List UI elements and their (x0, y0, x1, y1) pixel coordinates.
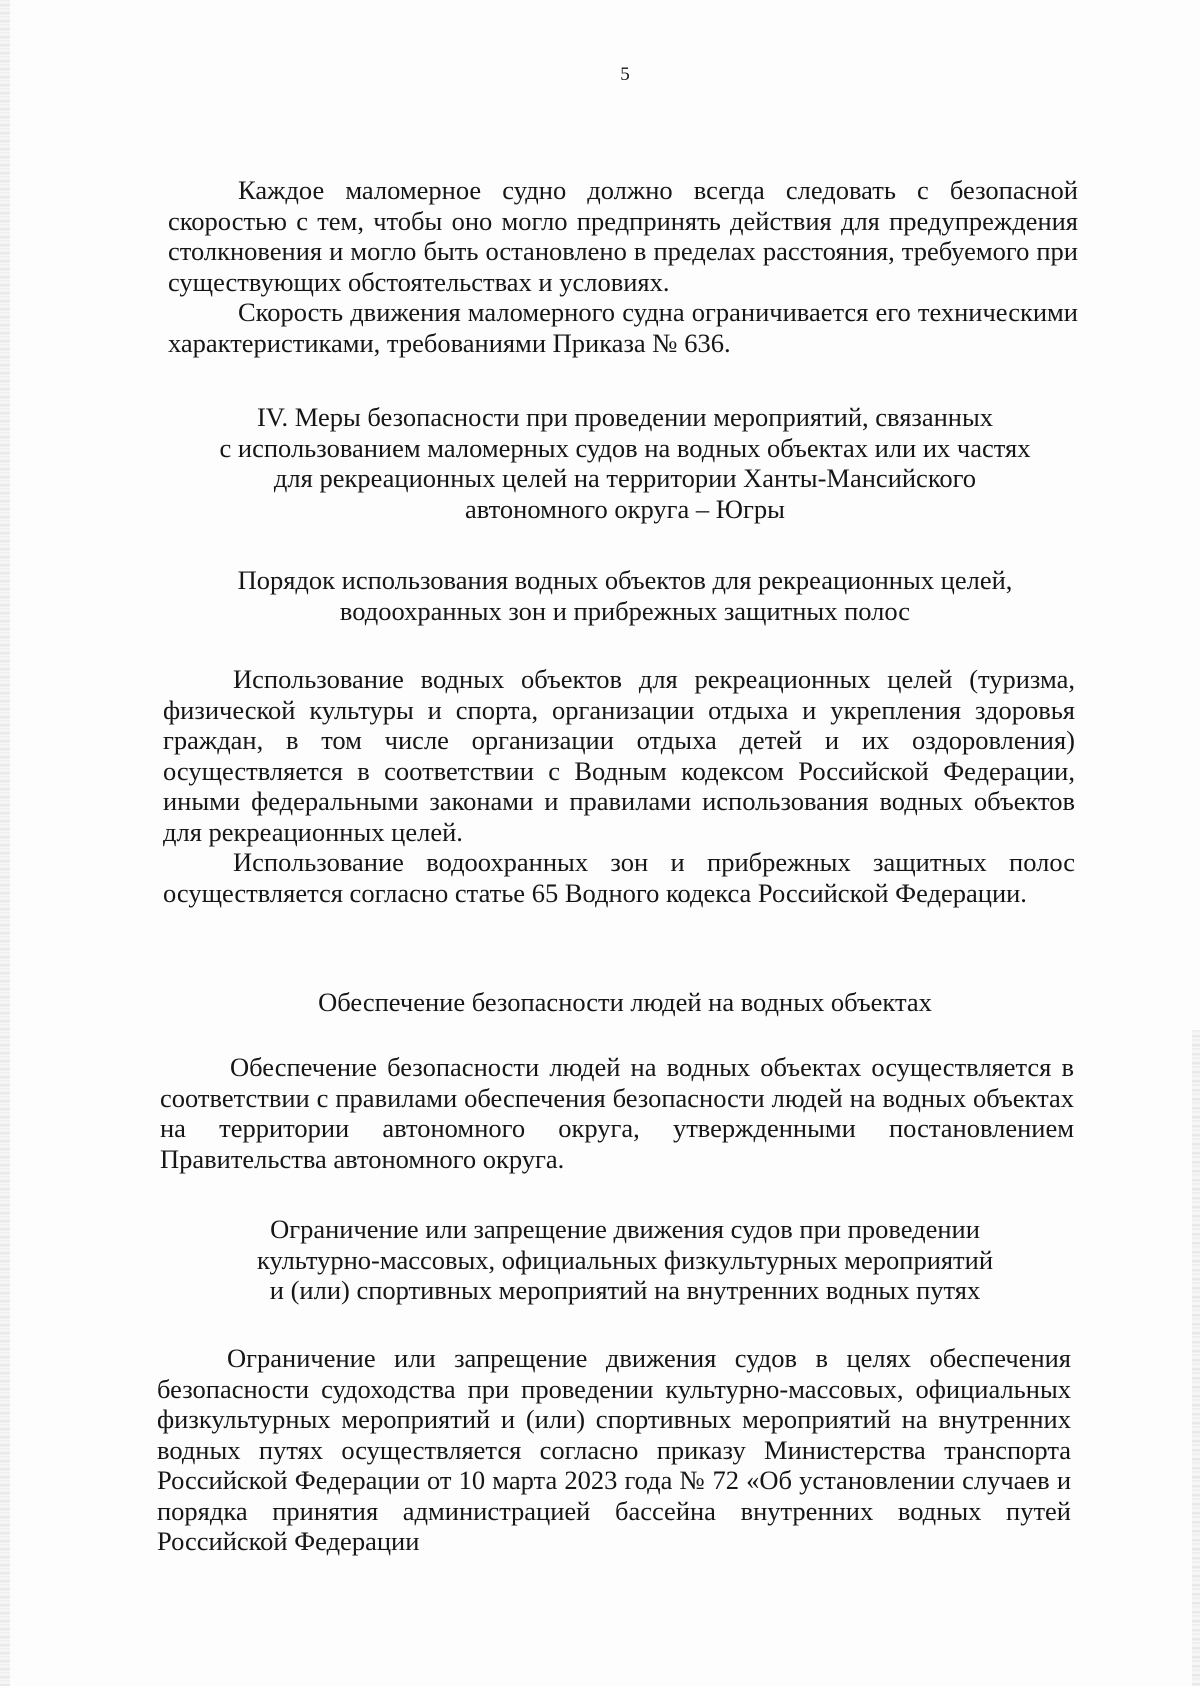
paragraph: Использование водоохранных зон и прибрежных защитных полос осуществляется согласно статье 65 Водного кодекса Российской Федерации. (163, 847, 1075, 908)
paragraph: Ограничение или запрещение движения судов в целях обеспечения безопасности судоходства при проведении культурно-массовых, официальных физкультурных мероприятий и (или) спортивных мероприятий на внутренних водных путях осуществляется согласно приказу Министерства транспорта Российской Федерации от 10 марта 2023 года № 72 «Об установлении случаев и порядка принятия администрацией бассейна внутренних водных путей Российской Федерации (157, 1343, 1071, 1556)
heading-line: с использованием маломерных судов на водных объектах или их частях (219, 432, 1031, 463)
heading-line: Порядок использования водных объектов для рекреационных целей, (237, 565, 1013, 595)
paragraph: Обеспечение безопасности людей на водных объектах осуществляется в соответствии с правилами обеспечения безопасности людей на водных объектах на территории автономного округа, утвержденными постановлением Правительства автономного округа. (160, 1052, 1074, 1174)
heading-line: Обеспечение безопасности людей на водных объектах (318, 987, 932, 1017)
body-section-people-safety (160, 1052, 1074, 1174)
body-section-vessel-restriction (157, 1343, 1071, 1557)
heading-line: IV. Меры безопасности при проведении мероприятий, связанных (256, 402, 994, 432)
body-section-recreational-use (163, 664, 1075, 908)
heading-line: для рекреационных целей на территории Ханты-Мансийского (273, 463, 977, 493)
heading-line: и (или) спортивных мероприятий на внутренних водных путях (269, 1275, 981, 1305)
paragraph: Каждое маломерное судно должно всегда следовать с безопасной скоростью с тем, чтобы оно могло предпринять действия для предупреждения столкновения и могло быть остановлено в пределах расстояния, требуемого при существующих обстоятельствах и условиях. (168, 175, 1078, 297)
page-number: 5 (620, 64, 630, 85)
subheading-recreational-use (160, 565, 1090, 626)
subheading-people-safety (160, 987, 1090, 1018)
heading-line: водоохранных зон и прибрежных защитных полос (339, 595, 911, 626)
subheading-vessel-restriction (160, 1214, 1090, 1306)
paragraph: Скорость движения маломерного судна ограничивается его техническими характеристиками, требованиями Приказа № 636. (168, 297, 1078, 358)
body-section-speed (168, 175, 1078, 358)
heading-line: Ограничение или запрещение движения судов при проведении (270, 1214, 980, 1244)
heading-line: автономного округа – Югры (465, 493, 785, 524)
scan-edge-left (0, 0, 10, 1686)
paragraph: Использование водных объектов для рекреационных целей (туризма, физической культуры и спорта, организации отдыха и укрепления здоровья граждан, в том числе организации отдыха детей и их оздоровления) осуществляется в соответствии с Водным кодексом Российской Федерации, иными федеральными законами и правилами использования водных объектов для рекреационных целей. (163, 664, 1075, 847)
scan-edge-right (1192, 1030, 1200, 1686)
heading-line: культурно-массовых, официальных физкультурных мероприятий (256, 1244, 994, 1275)
chapter-heading (160, 402, 1090, 524)
